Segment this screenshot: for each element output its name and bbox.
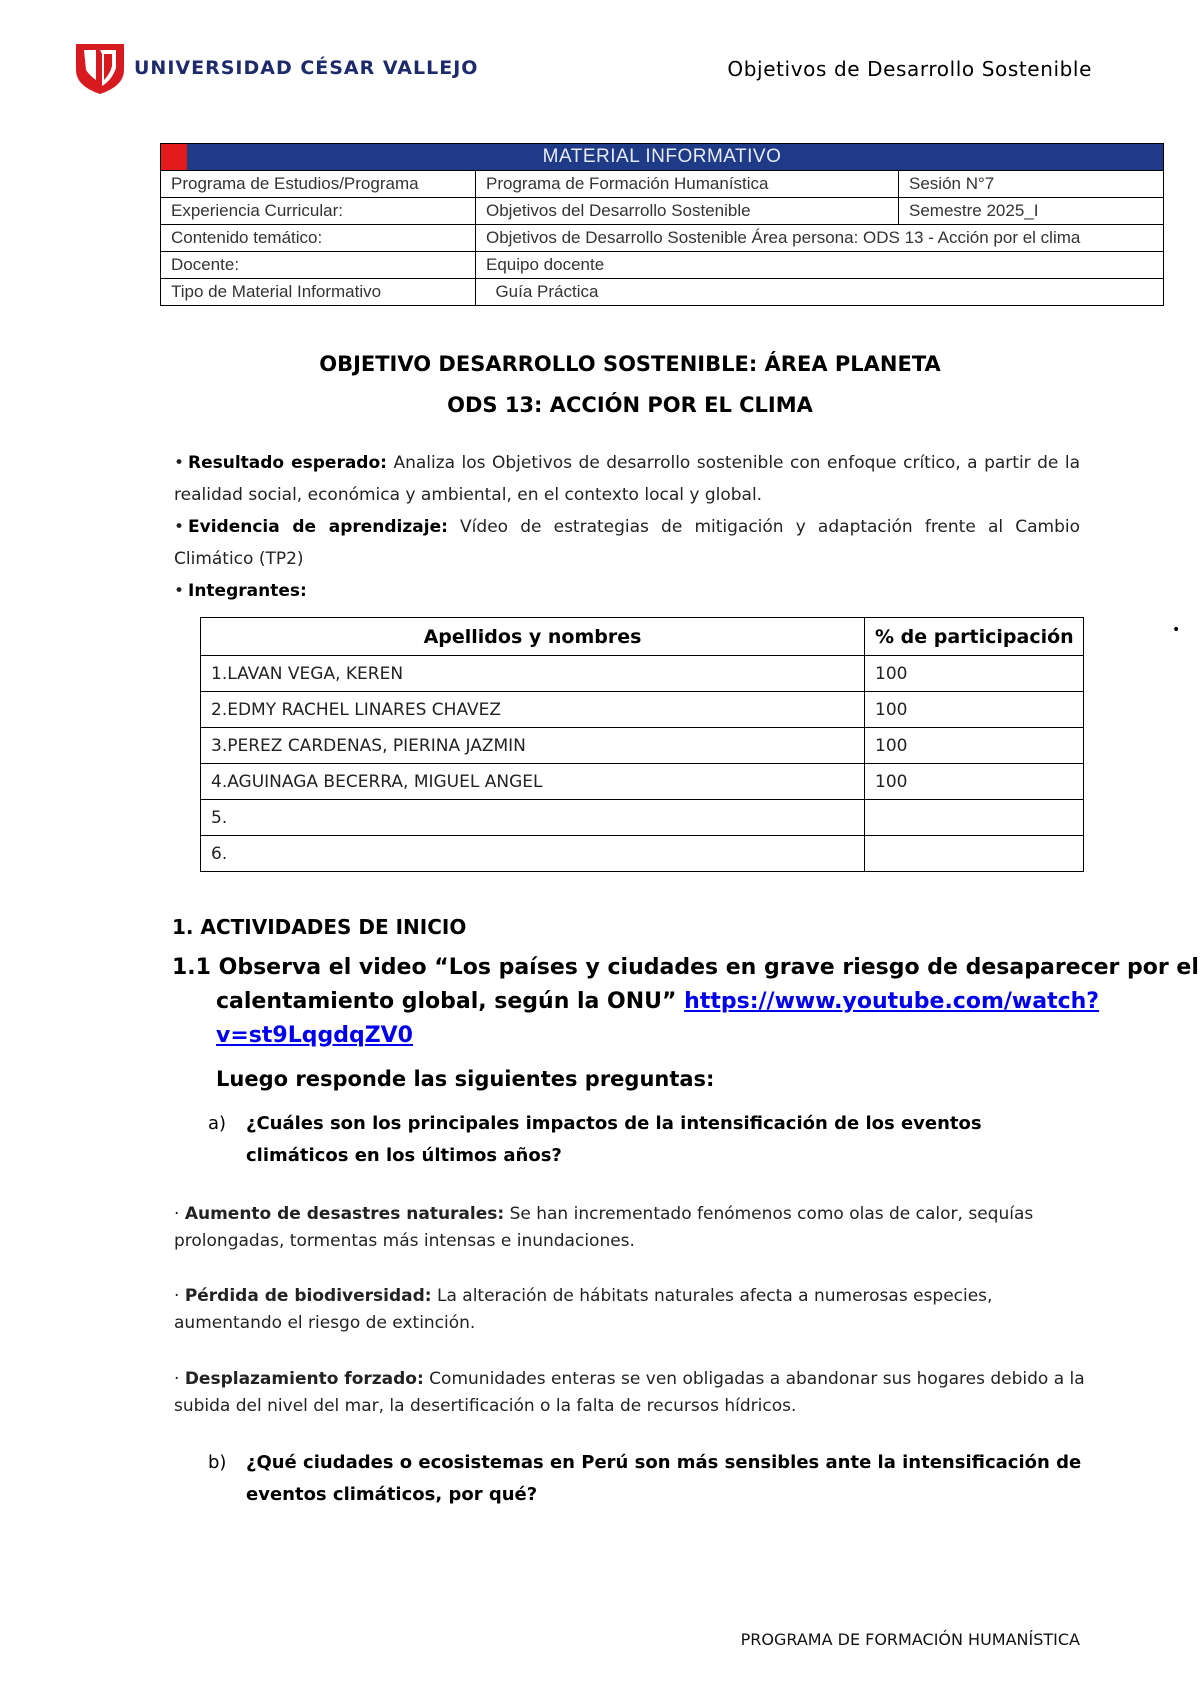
col-header-participation: % de participación (865, 618, 1084, 656)
member-percent: 100 (865, 656, 1084, 692)
bullet-icon: • (174, 453, 185, 473)
info-cell: Objetivos del Desarrollo Sostenible (476, 198, 899, 225)
info-cell: Semestre 2025_I (899, 198, 1164, 225)
info-cell: Equipo docente (476, 252, 1164, 279)
member-name: 6. (201, 836, 865, 872)
member-percent (865, 800, 1084, 836)
bullet-icon: · (174, 1369, 185, 1389)
stray-dot: • (1172, 622, 1181, 638)
table-row (201, 764, 1084, 800)
ucv-shield-icon (74, 40, 126, 96)
info-cell: Contenido temático: (161, 225, 476, 252)
member-percent (865, 836, 1084, 872)
info-table-title-row (161, 144, 1164, 171)
table-row (201, 656, 1084, 692)
info-row (161, 252, 1164, 279)
question-b-label: b) (208, 1452, 227, 1473)
university-name: UNIVERSIDAD CÉSAR VALLEJO (134, 57, 479, 79)
header-title: Objetivos de Desarrollo Sostenible (727, 57, 1092, 81)
answer-item: · Desplazamiento forzado: Comunidades enteras se ven obligadas a abandonar sus hogares debido a la subida del nivel del mar, la desertificación o la falta de recursos hídricos. (174, 1369, 1085, 1416)
bullet-icon: • (174, 581, 185, 601)
info-cell: Guía Práctica (476, 279, 1164, 306)
members-header-row (201, 618, 1084, 656)
info-cell: Tipo de Material Informativo (161, 279, 476, 306)
col-header-names: Apellidos y nombres (201, 618, 865, 656)
info-table-title: MATERIAL INFORMATIVO (161, 144, 1164, 171)
activities-heading: 1. ACTIVIDADES DE INICIO (172, 915, 467, 939)
member-percent: 100 (865, 692, 1084, 728)
main-title: OBJETIVO DESARROLLO SOSTENIBLE: ÁREA PLANETA (319, 352, 941, 376)
info-row (161, 225, 1164, 252)
table-row (201, 836, 1084, 872)
info-row (161, 279, 1164, 306)
member-percent: 100 (865, 728, 1084, 764)
table-row (201, 800, 1084, 836)
video-link[interactable]: https://www.youtube.com/watch? (684, 989, 1100, 1014)
answer-item: · Pérdida de biodiversidad: La alteración de hábitats naturales afecta a numerosas especies, aumentando el riesgo de extinción. (174, 1286, 993, 1333)
info-row (161, 198, 1164, 225)
answer-item: · Aumento de desastres naturales: Se han incrementado fenómenos como olas de calor, sequías prolongadas, tormentas más intensas e inundaciones. (174, 1204, 1034, 1251)
activity-1-1-line1: 1.1 Observa el video “Los países y ciudades en grave riesgo de desaparecer por el (172, 955, 1199, 980)
member-name: 2.EDMY RACHEL LINARES CHAVEZ (201, 692, 865, 728)
material-info-table (160, 143, 1164, 306)
expected-result: • Resultado esperado: Analiza los Objetivos de desarrollo sostenible con enfoque crítico, a partir de la realidad social, económica y ambiental, en el contexto local y global. (174, 447, 1080, 511)
question-b: b) ¿Qué ciudades o ecosistemas en Perú son más sensibles ante la intensificación de eventos climáticos, por qué? (246, 1447, 1086, 1511)
member-name: 3.PEREZ CARDENAS, PIERINA JAZMIN (201, 728, 865, 764)
table-row (201, 728, 1084, 764)
member-name: 1.LAVAN VEGA, KEREN (201, 656, 865, 692)
info-cell: Programa de Formación Humanística (476, 171, 899, 198)
member-name: 5. (201, 800, 865, 836)
member-percent: 100 (865, 764, 1084, 800)
instruction: Luego responde las siguientes preguntas: (216, 1067, 715, 1091)
bullet-icon: · (174, 1204, 185, 1224)
info-cell: Programa de Estudios/Programa (161, 171, 476, 198)
question-a: a) ¿Cuáles son los principales impactos de la intensificación de los eventos climáticos en los últimos años? (246, 1108, 1086, 1172)
info-cell: Objetivos de Desarrollo Sostenible Área persona: ODS 13 - Acción por el clima (476, 225, 1164, 252)
bullet-icon: • (174, 517, 185, 537)
info-row (161, 171, 1164, 198)
member-name: 4.AGUINAGA BECERRA, MIGUEL ANGEL (201, 764, 865, 800)
page-footer: PROGRAMA DE FORMACIÓN HUMANÍSTICA (740, 1630, 1080, 1649)
learning-evidence: • Evidencia de aprendizaje: Vídeo de estrategias de mitigación y adaptación frente al Cambio Climático (TP2) (174, 511, 1080, 575)
info-cell: Experiencia Curricular: (161, 198, 476, 225)
sub-title: ODS 13: ACCIÓN POR EL CLIMA (447, 393, 813, 417)
university-logo (74, 40, 478, 96)
bullet-icon: · (174, 1286, 185, 1306)
red-marker (161, 144, 187, 170)
question-a-label: a) (208, 1113, 227, 1134)
info-cell: Sesión N°7 (899, 171, 1164, 198)
members-label: • Integrantes: (174, 575, 307, 607)
info-cell: Docente: (161, 252, 476, 279)
members-table (200, 617, 1084, 872)
video-link-cont[interactable]: v=st9LqgdqZV0 (216, 1023, 413, 1048)
activity-1-1-line2: calentamiento global, según la ONU” https://www.youtube.com/watch? (216, 989, 1100, 1014)
table-row (201, 692, 1084, 728)
